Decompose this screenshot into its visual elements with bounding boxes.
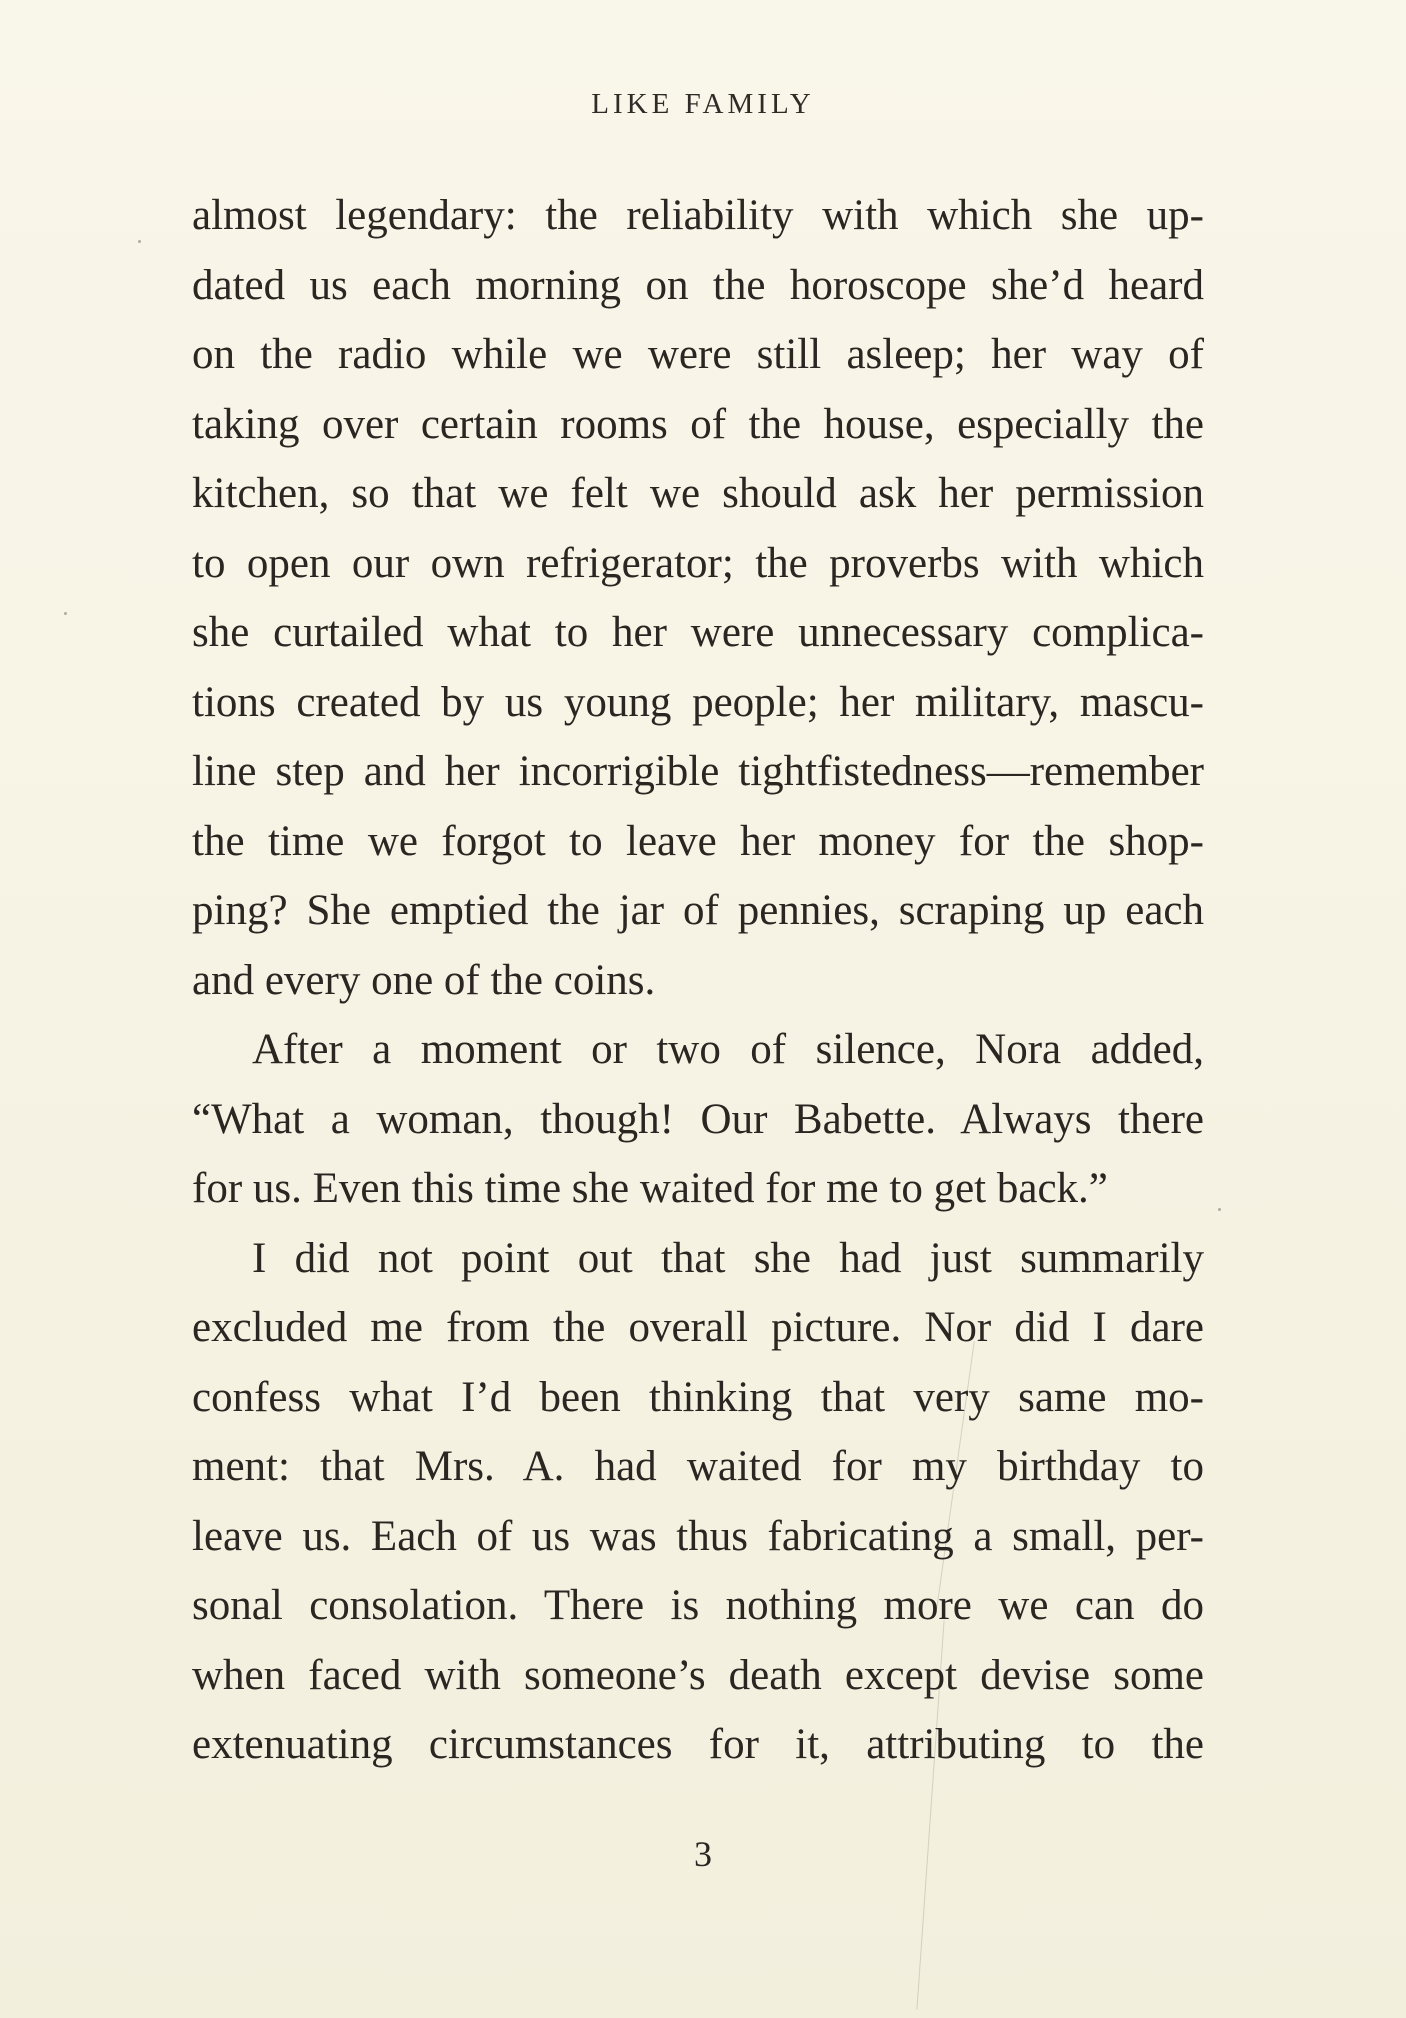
text-line: almost legendary: the reliability with which she up-	[192, 192, 1204, 239]
paper-speck	[64, 612, 67, 615]
text-line: tions created by us young people; her military, mascu-	[192, 678, 1204, 726]
paragraph-1	[192, 181, 1204, 1015]
text-line: on the radio while we were still asleep; her way of	[192, 331, 1204, 378]
text-line: ment: that Mrs. A. had waited for my birthday to	[192, 1443, 1204, 1490]
text-line: extenuating circumstances for it, attributing to the	[192, 1721, 1204, 1768]
text-line: when faced with someone’s death except devise some	[192, 1651, 1204, 1699]
text-line: I did not point out that she had just summarily	[252, 1234, 1204, 1282]
text-line: “What a woman, though! Our Babette. Always there	[192, 1095, 1204, 1143]
text-line: After a moment or two of silence, Nora added,	[252, 1026, 1204, 1073]
paragraph-2	[192, 1015, 1204, 1224]
text-line: line step and her incorrigible tightfistedness—remember	[192, 748, 1204, 795]
text-line: excluded me from the overall picture. Nor did I dare	[192, 1304, 1204, 1351]
text-line: taking over certain rooms of the house, especially the	[192, 400, 1204, 448]
text-line: and every one of the coins.	[192, 956, 656, 1004]
text-line: ping? She emptied the jar of pennies, scraping up each	[192, 887, 1204, 934]
text-line: confess what I’d been thinking that very same mo-	[192, 1373, 1204, 1421]
text-line: she curtailed what to her were unnecessary complica-	[192, 609, 1204, 656]
text-line: dated us each morning on the horoscope she’d heard	[192, 261, 1204, 309]
text-line: the time we forgot to leave her money for the shop-	[192, 817, 1204, 865]
text-line: kitchen, so that we felt we should ask her permission	[192, 470, 1204, 517]
paragraph-3	[192, 1224, 1204, 1780]
paper-speck	[1218, 1208, 1221, 1211]
text-line: to open our own refrigerator; the proverbs with which	[192, 539, 1204, 587]
text-line: leave us. Each of us was thus fabricating a small, per-	[192, 1512, 1204, 1560]
text-line: sonal consolation. There is nothing more we can do	[192, 1582, 1204, 1629]
paper-speck	[138, 240, 141, 243]
page-number: 3	[694, 1834, 712, 1874]
text-line: for us. Even this time she waited for me to get back.”	[192, 1165, 1108, 1212]
running-head: LIKE FAMILY	[591, 88, 815, 120]
body-text	[192, 181, 1204, 1780]
